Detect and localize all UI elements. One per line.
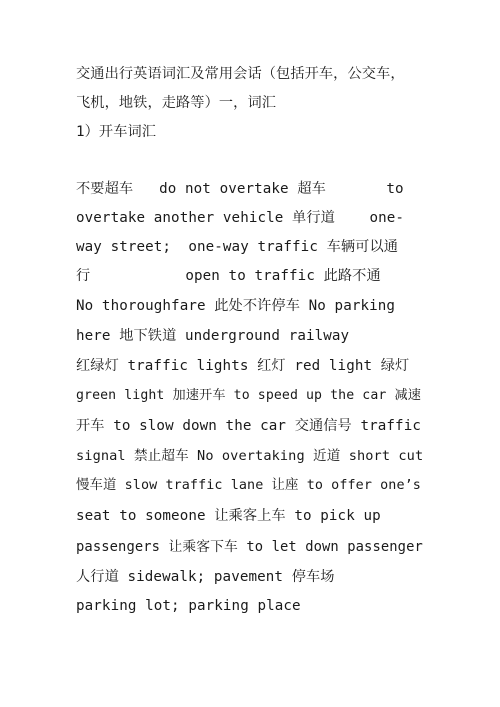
body-line: here 地下铁道 underground railway	[76, 328, 350, 344]
body-line: 行 open to traffic 此路不通	[76, 268, 381, 284]
body-line: 不要超车 do not overtake 超车 to	[76, 181, 404, 197]
body-line: 红绿灯 traffic lights 红灯 red light 绿灯	[76, 358, 410, 374]
title-line-2: 飞机，地铁，走路等）一，词汇	[76, 95, 277, 111]
title-line-1: 交通出行英语词汇及常用会话（包括开车，公交车，	[76, 66, 405, 82]
body-line: green light 加速开车 to speed up the car 减速	[76, 388, 422, 403]
body-line: 开车 to slow down the car 交通信号 traffic	[76, 418, 421, 434]
body-line: signal 禁止超车 No overtaking 近道 short cut	[76, 448, 424, 464]
body-line: parking lot; parking place	[76, 598, 301, 614]
body-line: 人行道 sidewalk; pavement 停车场	[76, 569, 335, 585]
body-line: 慢车道 slow traffic lane 让座 to offer one’s	[76, 478, 421, 493]
body-line: seat to someone 让乘客上车 to pick up	[76, 508, 381, 524]
section-heading: 1）开车词汇	[76, 124, 157, 140]
body-line: No thoroughfare 此处不许停车 No parking	[76, 298, 396, 314]
body-line: way street; one-way traffic 车辆可以通	[76, 239, 399, 255]
body-line: overtake another vehicle 单行道 one-	[76, 210, 405, 226]
body-line: passengers 让乘客下车 to let down passenger	[76, 539, 423, 555]
